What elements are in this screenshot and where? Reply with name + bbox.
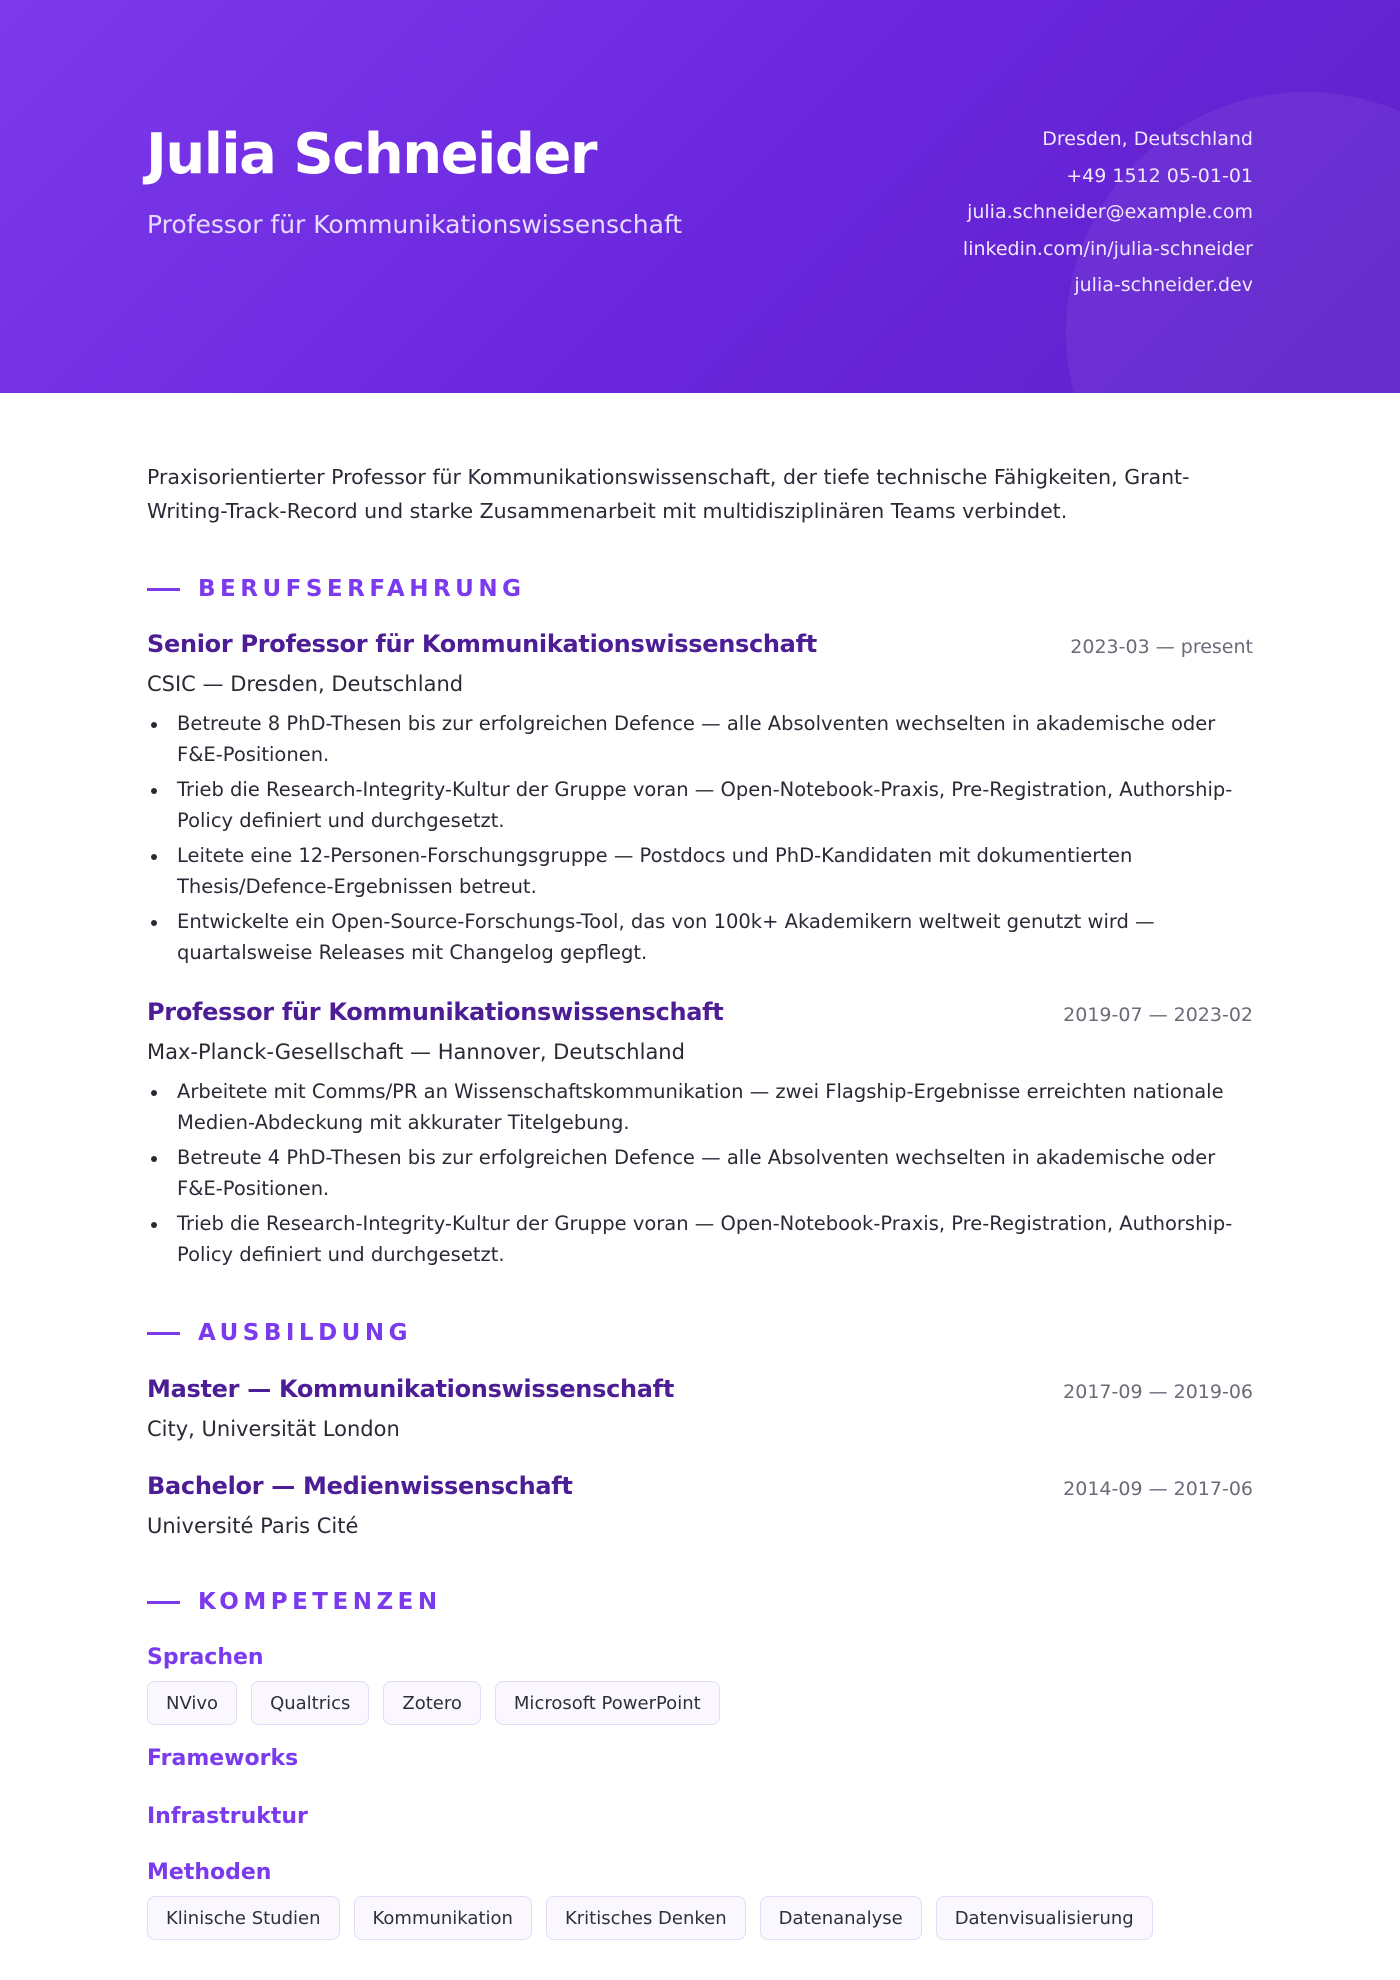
- bullet-item: Betreute 8 PhD-Thesen bis zur erfolgreichen Defence — alle Absolventen wechselten in akademische oder F&E-Positionen.: [147, 709, 1254, 770]
- bullet-item: Trieb die Research-Integrity-Kultur der Gruppe voran — Open-Notebook-Praxis, Pre-Registration, Authorship-Policy definiert und durchgesetzt.: [147, 1209, 1254, 1270]
- skill-category-infrastruktur: Infrastruktur: [147, 1804, 308, 1829]
- school-name: Université Paris Cité: [147, 1514, 359, 1538]
- skill-chip: Zotero: [383, 1681, 481, 1725]
- degree-dates: 2017-09 — 2019-06: [1063, 1381, 1253, 1403]
- skill-chip: NVivo: [147, 1681, 237, 1725]
- section-title: BERUFSERFAHRUNG: [198, 576, 526, 602]
- skill-chip: Datenanalyse: [760, 1896, 922, 1940]
- skill-chip: Qualtrics: [251, 1681, 369, 1725]
- skill-chip: Microsoft PowerPoint: [495, 1681, 720, 1725]
- job-bullets: [147, 1077, 1254, 1275]
- school-name: City, Universität London: [147, 1417, 400, 1441]
- candidate-role: Professor für Kommunikationswissenschaft: [147, 210, 683, 239]
- section-dash: [147, 1601, 180, 1604]
- skill-chip: Datenvisualisierung: [936, 1896, 1153, 1940]
- bullet-item: Leitete eine 12-Personen-Forschungsgruppe — Postdocs und PhD-Kandidaten mit dokumentierten Thesis/Defence-Ergebnissen betreut.: [147, 841, 1254, 902]
- bullet-item: Arbeitete mit Comms/PR an Wissenschaftskommunikation — zwei Flagship-Ergebnisse erreichten nationale Medien-Abdeckung mit akkurater Titelgebung.: [147, 1077, 1254, 1138]
- job-organization: CSIC — Dresden, Deutschland: [147, 672, 464, 696]
- contact-phone[interactable]: +49 1512 05-01-01: [1066, 164, 1253, 187]
- bullet-item: Betreute 4 PhD-Thesen bis zur erfolgreichen Defence — alle Absolventen wechselten in akademische oder F&E-Positionen.: [147, 1143, 1254, 1204]
- section-dash: [147, 1332, 180, 1335]
- candidate-name: Julia Schneider: [146, 122, 596, 187]
- degree-title: Bachelor — Medienwissenschaft: [147, 1472, 573, 1500]
- skill-chip: Klinische Studien: [147, 1896, 340, 1940]
- job-title: Senior Professor für Kommunikationswissenschaft: [147, 630, 817, 658]
- job-bullets: [147, 709, 1254, 973]
- contact-location: Dresden, Deutschland: [1042, 128, 1253, 150]
- contact-website[interactable]: julia-schneider.dev: [1074, 274, 1253, 296]
- degree-title: Master — Kommunikationswissenschaft: [147, 1375, 674, 1403]
- job-organization: Max-Planck-Gesellschaft — Hannover, Deutschland: [147, 1040, 685, 1064]
- section-education-heading: [147, 1318, 412, 1348]
- job-title: Professor für Kommunikationswissenschaft: [147, 998, 724, 1026]
- skill-chips-methoden: [147, 1896, 1153, 1940]
- contact-email[interactable]: julia.schneider@example.com: [967, 201, 1253, 223]
- degree-dates: 2014-09 — 2017-06: [1063, 1478, 1253, 1500]
- skill-chips-sprachen: [147, 1681, 720, 1725]
- job-dates: 2023-03 — present: [1070, 636, 1253, 658]
- section-skills-heading: [147, 1587, 442, 1617]
- skill-chip: Kommunikation: [354, 1896, 532, 1940]
- bullet-item: Entwickelte ein Open-Source-Forschungs-Tool, das von 100k+ Akademikern weltweit genutzt wird — quartalsweise Releases mit Changelog gepflegt.: [147, 907, 1254, 968]
- skill-chip: Kritisches Denken: [546, 1896, 746, 1940]
- contact-block: [963, 121, 1253, 304]
- resume-header: [0, 0, 1400, 393]
- contact-linkedin[interactable]: linkedin.com/in/julia-schneider: [962, 237, 1253, 260]
- skill-category-sprachen: Sprachen: [147, 1645, 264, 1670]
- job-dates: 2019-07 — 2023-02: [1063, 1004, 1253, 1026]
- section-title: KOMPETENZEN: [198, 1589, 442, 1615]
- skill-category-frameworks: Frameworks: [147, 1746, 299, 1771]
- section-experience-heading: [147, 574, 525, 604]
- section-dash: [147, 588, 180, 591]
- skill-category-methoden: Methoden: [147, 1860, 272, 1885]
- bullet-item: Trieb die Research-Integrity-Kultur der Gruppe voran — Open-Notebook-Praxis, Pre-Registration, Authorship-Policy definiert und durchgesetzt.: [147, 775, 1254, 836]
- profile-summary: Praxisorientierter Professor für Kommunikationswissenschaft, der tiefe technische Fähigkeiten, Grant-Writing-Track-Record und starke Zusammenarbeit mit multidisziplinären Teams verbindet.: [147, 465, 1190, 523]
- section-title: AUSBILDUNG: [198, 1320, 412, 1346]
